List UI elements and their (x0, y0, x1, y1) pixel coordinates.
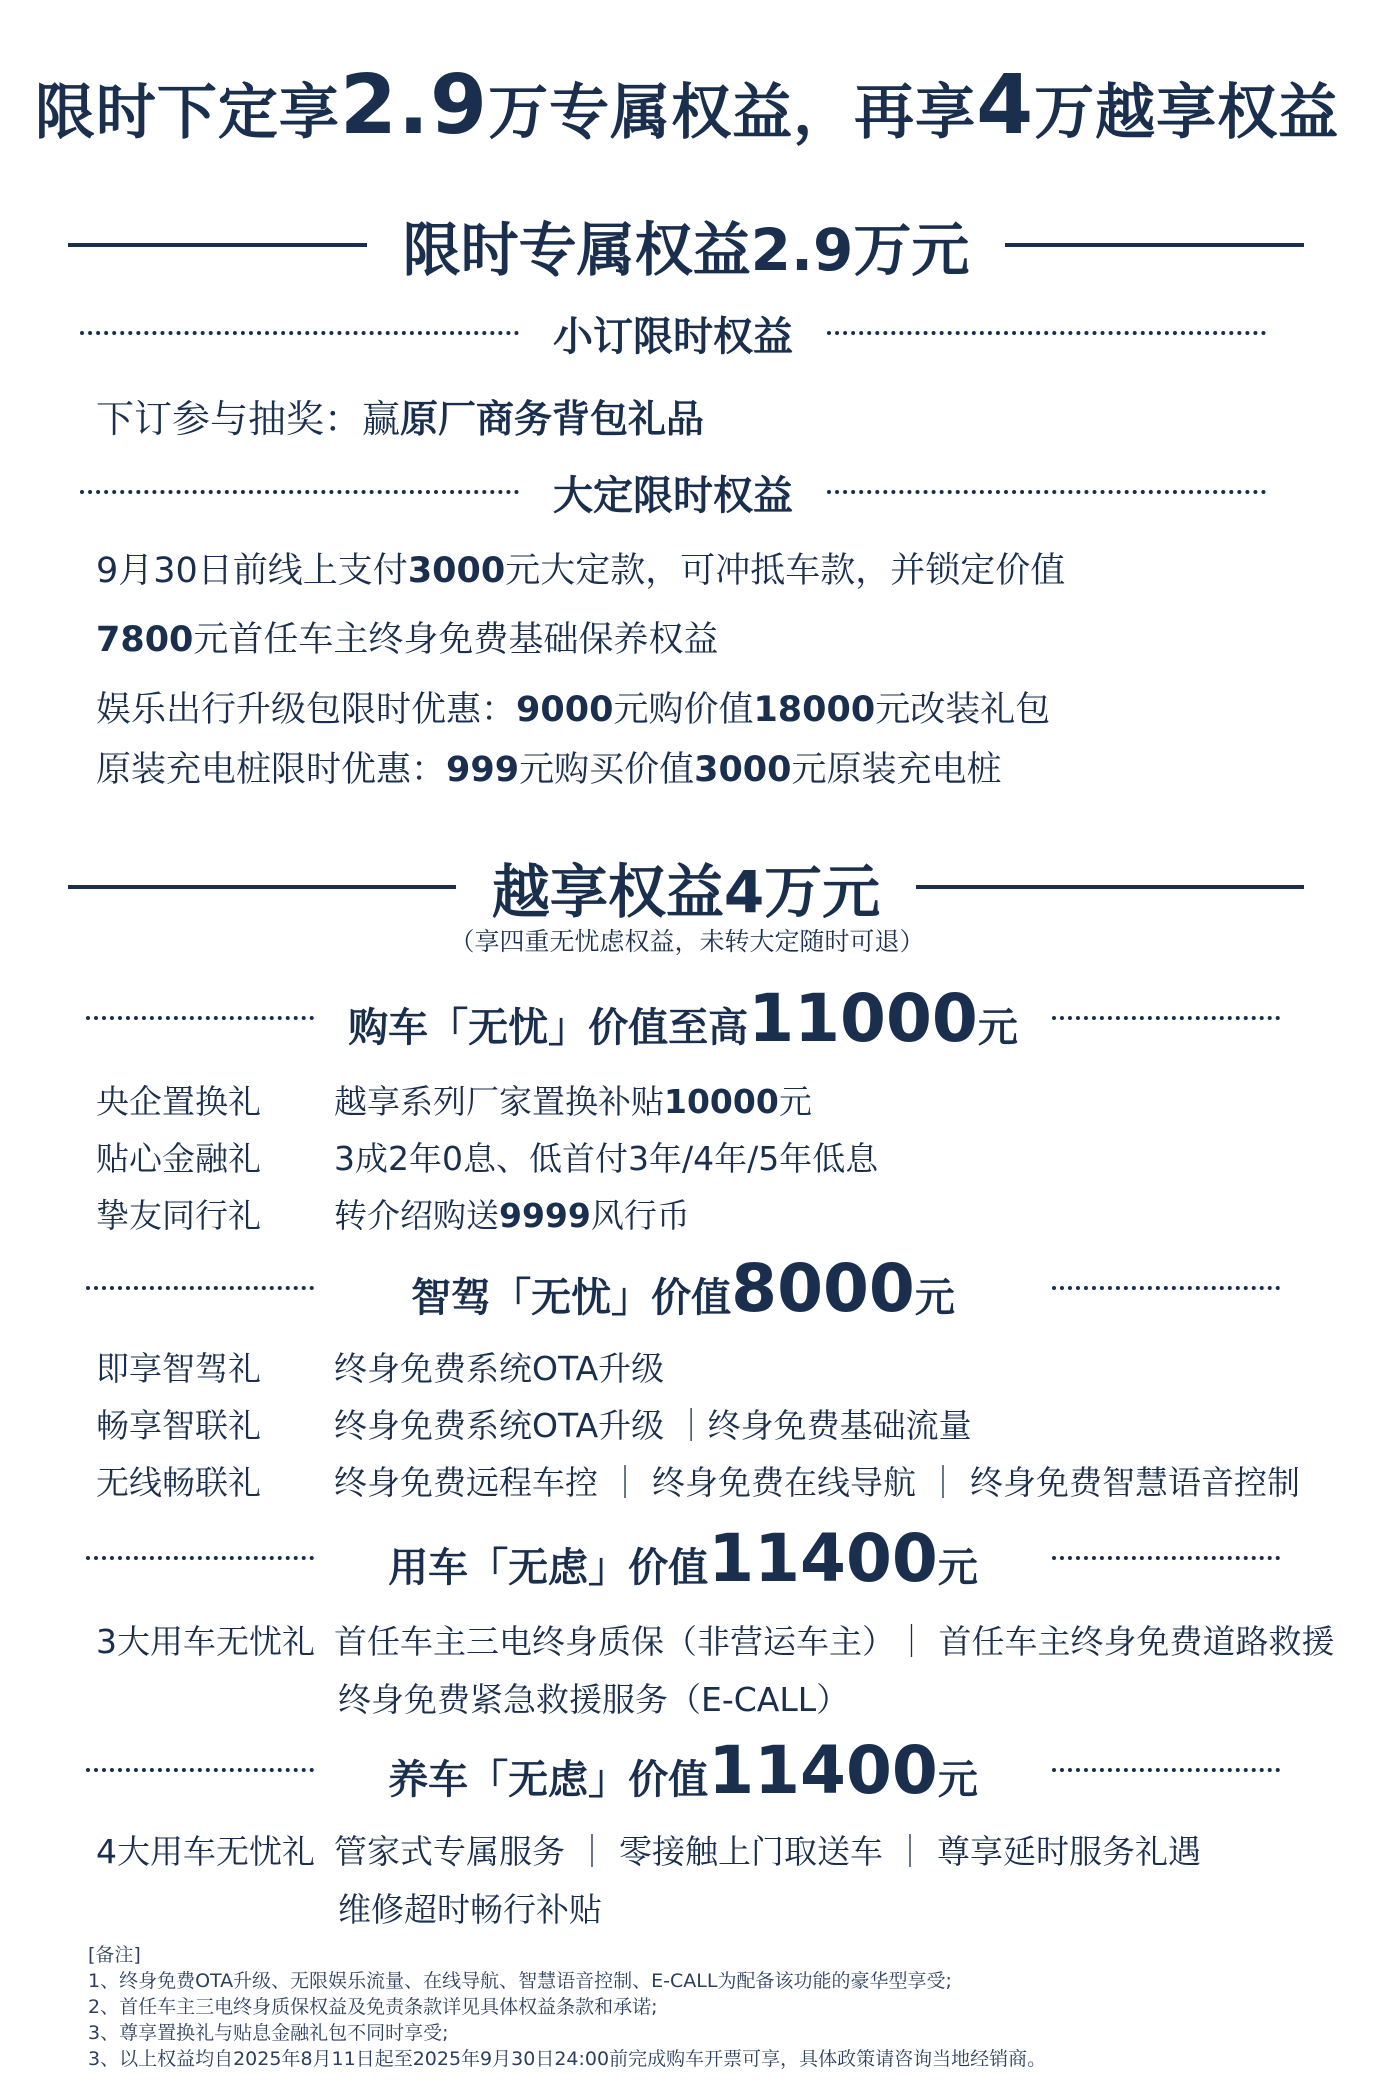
deposit-line-2 (96, 612, 718, 662)
group3-label: 用车「无虑」价值 (388, 1544, 709, 1591)
title-part1: 限时下定享 (34, 78, 340, 148)
sub1-header (80, 303, 1266, 363)
remark-line: 3、以上权益均自2025年8月11日起至2025年9月30日24:00前完成购车开票可享，具体政策请咨询当地经销商。 (88, 2048, 1047, 2070)
divider-line (1005, 243, 1304, 247)
remarks (88, 1942, 1046, 2072)
lottery-prefix: 下订参与抽奖：赢 (96, 397, 401, 441)
group3-header (86, 1518, 1280, 1598)
group2-label: 智驾「无忧」价值 (411, 1274, 732, 1321)
benefit-continuation: 终身免费紧急救援服务（E-CALL） (338, 1680, 850, 1719)
amount: 3000 (407, 551, 506, 591)
group1-value: 11000 (748, 979, 978, 1057)
dotted-divider (86, 1286, 314, 1290)
benefit-name: 无线畅联礼 (96, 1463, 261, 1502)
benefit-text: 终身免费系统OTA升级 ｜终身免费基础流量 (334, 1406, 972, 1445)
amount: 7800 (96, 620, 194, 660)
benefit-name: 贴心金融礼 (96, 1139, 261, 1178)
benefit-text: 管家式专属服务 ｜ 零接触上门取送车 ｜ 尊享延时服务礼遇 (334, 1832, 1201, 1871)
benefit-name: 畅享智联礼 (96, 1406, 261, 1445)
section1-header (68, 200, 1304, 290)
benefit-text: 元 (778, 1082, 812, 1121)
text: 9月30日前线上支付 (96, 551, 408, 591)
benefit-amount: 10000 (664, 1082, 779, 1121)
amount: 999 (446, 750, 520, 790)
dotted-divider (80, 490, 519, 494)
title-part3: 专属权益，再享 (549, 78, 977, 148)
group4-unit: 元 (937, 1756, 978, 1803)
benefit-row (96, 1457, 1300, 1504)
benefit-row (96, 1133, 878, 1180)
group4-value: 11400 (708, 1731, 938, 1809)
benefit-amount: 3成2年0息、低首付3年/4年/5年低息 (334, 1139, 879, 1178)
benefit-row (96, 1826, 1201, 1873)
group2-header (86, 1248, 1280, 1328)
group1-unit: 元 (977, 1004, 1018, 1051)
amount: 18000 (753, 690, 876, 730)
divider-line (68, 885, 456, 889)
group3-unit: 元 (937, 1544, 978, 1591)
title-number-2: 4 (976, 58, 1035, 153)
text: 元首任车主终身免费基础保养权益 (193, 620, 719, 660)
remark-line: 1、终身免费OTA升级、无限娱乐流量、在线导航、智慧语音控制、E-CALL为配备该功能的豪华型享受; (88, 1970, 952, 1992)
sub1-title: 小订限时权益 (553, 313, 793, 360)
benefit-text: 转介绍购送 (334, 1196, 499, 1235)
dotted-divider (86, 1556, 314, 1560)
text: 元购价值 (613, 690, 754, 730)
dotted-divider (827, 331, 1266, 335)
section1-title: 限时专属权益2.9万元 (402, 216, 970, 284)
sub2-header (80, 462, 1266, 522)
title-part4: 万 (1034, 78, 1096, 148)
benefit-row (96, 1190, 690, 1237)
group1-header (86, 978, 1280, 1058)
benefit-amount: 9999 (499, 1196, 591, 1235)
remarks-title: [备注] (88, 1944, 141, 1966)
group3-value: 11400 (708, 1519, 938, 1597)
benefit-continuation: 维修超时畅行补贴 (338, 1890, 602, 1929)
benefit-name: 3大用车无忧礼 (96, 1622, 315, 1661)
title-part5: 越享权益 (1095, 78, 1340, 148)
benefit-name: 挚友同行礼 (96, 1196, 261, 1235)
amount: 9000 (516, 690, 614, 730)
dotted-divider (827, 490, 1266, 494)
divider-line (916, 885, 1304, 889)
benefit-row (96, 1616, 1335, 1663)
amount: 3000 (694, 750, 792, 790)
remark-line: 2、首任车主三电终身质保权益及免责条款详见具体权益条款和承诺; (88, 1996, 658, 2018)
section2-header (68, 842, 1304, 932)
benefit-text: 风行币 (590, 1196, 690, 1235)
deposit-line-3 (96, 682, 1050, 732)
lottery-prize: 原厂商务背包礼品 (400, 397, 705, 441)
text: 元大定款，可冲抵车款，并锁定价值 (505, 551, 1066, 591)
benefit-name: 即享智驾礼 (96, 1349, 261, 1388)
divider-line (68, 243, 367, 247)
title-number-1: 2.9 (339, 58, 489, 153)
benefit-text: 终身免费远程车控 ｜ 终身免费在线导航 ｜ 终身免费智慧语音控制 (334, 1463, 1300, 1502)
dotted-divider (1052, 1016, 1280, 1020)
deposit-line-4 (96, 742, 1002, 792)
text: 娱乐出行升级包限时优惠： (96, 690, 517, 730)
section2-note: （享四重无忧虑权益，未转大定随时可退） (449, 927, 925, 956)
benefit-name: 央企置换礼 (96, 1082, 261, 1121)
section2-title: 越享权益4万元 (491, 858, 881, 926)
dotted-divider (1052, 1768, 1280, 1772)
benefit-row (96, 1400, 972, 1447)
benefit-row (96, 1076, 812, 1123)
group2-value: 8000 (731, 1249, 915, 1327)
title-part2: 万 (488, 78, 550, 148)
benefit-text: 终身免费系统OTA升级 (334, 1349, 665, 1388)
sub2-title: 大定限时权益 (553, 472, 793, 519)
benefit-name: 4大用车无忧礼 (96, 1832, 315, 1871)
dotted-divider (86, 1016, 314, 1020)
deposit-line-1 (96, 543, 1065, 593)
group4-label: 养车「无虑」价值 (388, 1756, 709, 1803)
text: 原装充电桩限时优惠： (96, 750, 447, 790)
benefit-row (96, 1343, 664, 1390)
text: 元购买价值 (519, 750, 695, 790)
dotted-divider (1052, 1556, 1280, 1560)
benefit-text: 越享系列厂家置换补贴 (334, 1082, 664, 1121)
lottery-line (96, 388, 704, 443)
dotted-divider (1052, 1286, 1280, 1290)
group2-unit: 元 (914, 1274, 955, 1321)
dotted-divider (80, 331, 519, 335)
dotted-divider (86, 1768, 314, 1772)
group1-label: 购车「无忧」价值至高 (348, 1004, 749, 1051)
benefit-text: 首任车主三电终身质保（非营运车主）｜ 首任车主终身免费道路救援 (334, 1622, 1335, 1661)
text: 元原装充电桩 (791, 750, 1002, 790)
main-title (0, 58, 1374, 153)
remark-line: 3、尊享置换礼与贴息金融礼包不同时享受; (88, 2022, 449, 2044)
text: 元改装礼包 (875, 690, 1051, 730)
group4-header (86, 1730, 1280, 1810)
